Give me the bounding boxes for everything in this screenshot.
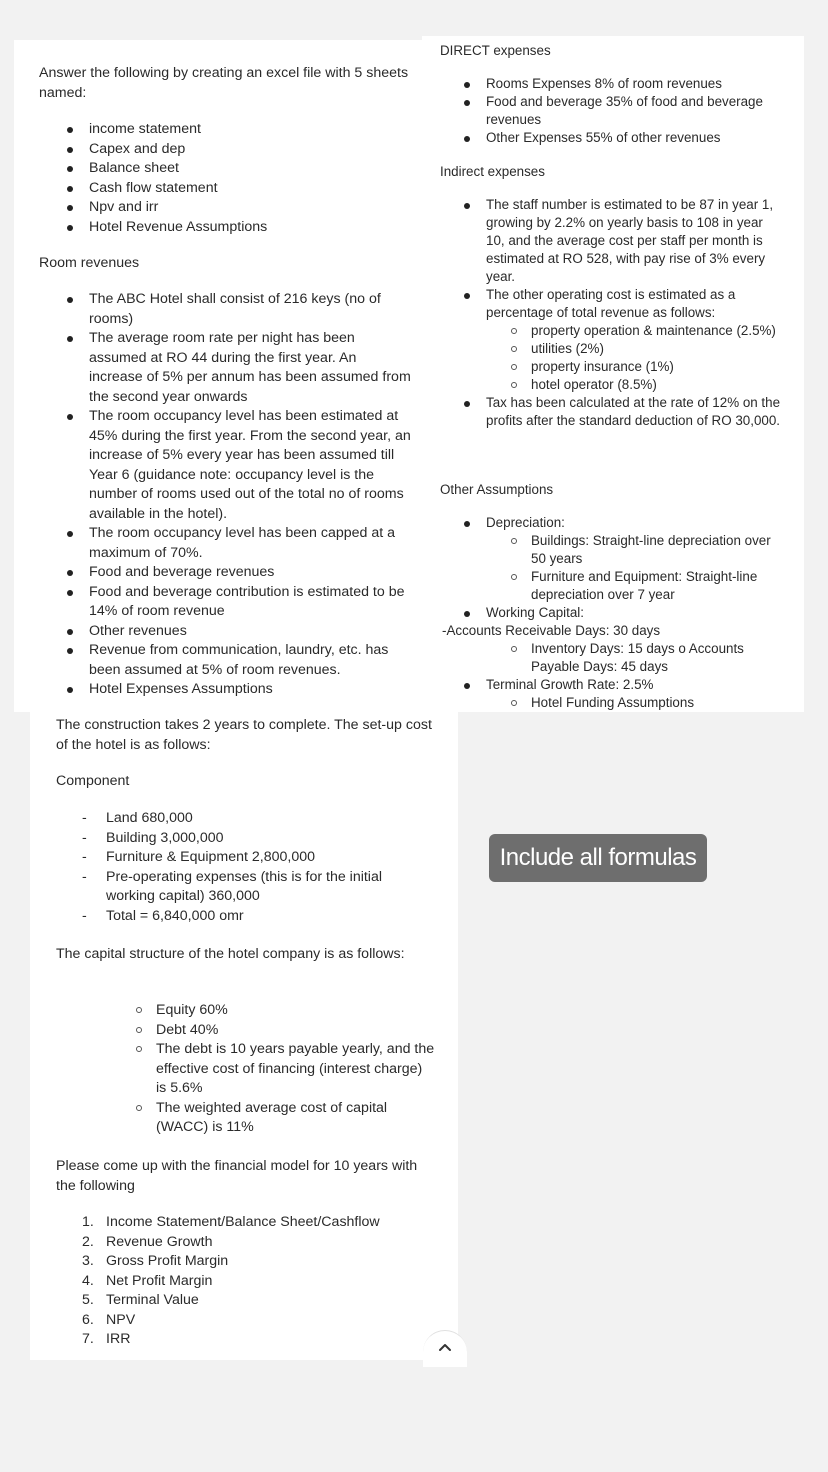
construction-text: The construction takes 2 years to complete. The set-up cost of the hotel is as follows: [56,717,432,753]
direct-expenses-list [486,75,786,147]
model-item [82,1213,416,1233]
staff-item: The staff number is estimated to be 87 in year 1, growing by 2.2% on yearly basis to 108 in year 10, and the average cost per staff per month is estimated at RO 528, with pay rise of 3% every year. [486,196,782,286]
capital-item: The weighted average cost of capital (WACC) is 11% [156,1099,436,1138]
other-cost-sublist [486,322,782,394]
other-cost-text: The other operating cost is estimated as a percentage of total revenue as follows: [486,287,736,320]
component-item: - Furniture & Equipment 2,800,000 [106,848,416,868]
depreciation-item [486,514,788,604]
room-item: The ABC Hotel shall consist of 216 keys (no of rooms) [89,290,411,329]
model-item [82,1233,416,1253]
tax-item: Tax has been calculated at the rate of 12% on the profits after the standard deduction of RO 30,000. [486,395,781,428]
sheet-item: Cash flow statement [89,179,389,199]
room-item: The room occupancy level has been capped at a maximum of 70%. [89,524,411,563]
direct-expenses-heading: DIRECT expenses [440,43,551,58]
sheet-item: Hotel Revenue Assumptions [89,218,389,238]
capital-structure-list [156,1001,436,1138]
model-item [82,1291,416,1311]
component-item: - Building 3,000,000 [106,829,416,849]
model-item-number: 3. [82,1253,94,1269]
direct-item: Rooms Expenses 8% of room revenues [486,75,786,93]
sheet-list [89,120,389,237]
depreciation-subitem: Buildings: Straight-line depreciation over 50 years [531,532,788,568]
model-request-text: Please come up with the financial model for 10 years with the following [56,1158,418,1194]
model-item-number: 4. [82,1272,94,1289]
room-revenues-heading: Room revenues [39,255,140,271]
working-capital-item [442,604,788,676]
inventory-sublist [486,640,788,676]
depreciation-label: Depreciation: [486,515,565,530]
sheet-item: Capex and dep [89,140,389,160]
other-cost-item [486,286,782,394]
capital-item: The debt is 10 years payable yearly, and the effective cost of financing (interest charge) is 5.6% [156,1040,436,1099]
room-item: The room occupancy level has been estimated at 45% during the first year. From the second year, an increase of 5% every year has been assumed till Year 6 (guidance note: occupancy level is the number of rooms used out of the total no of rooms available in the hotel). [89,407,411,524]
model-item-text: Terminal Value [106,1292,199,1308]
room-revenue-list [89,290,411,700]
direct-item: Other Expenses 55% of other revenues [486,129,786,147]
model-item-text: IRR [106,1331,131,1347]
indirect-expenses-heading: Indirect expenses [440,164,545,179]
room-item: Other revenues [89,622,411,642]
model-item [82,1252,416,1272]
sheet-item: income statement [89,120,389,140]
model-item-number: 5. [82,1292,94,1308]
inventory-subitem: Inventory Days: 15 days o Accounts Payable Days: 45 days [531,640,788,676]
chevron-up-icon [437,1341,453,1353]
terminal-growth-text: Terminal Growth Rate: 2.5% [486,677,654,692]
other-cost-subitem: utilities (2%) [531,340,782,358]
other-assumptions-list [442,514,788,712]
sheet-item: Npv and irr [89,198,389,218]
model-item-text: Gross Profit Margin [106,1253,229,1269]
capital-item: Equity 60% [156,1001,436,1021]
direct-item: Food and beverage 35% of food and beverage revenues [486,93,786,129]
model-item-number: 6. [82,1311,94,1328]
other-cost-subitem: property insurance (1%) [531,358,782,376]
funding-sublist [486,694,788,712]
model-item-text: Revenue Growth [106,1233,213,1250]
component-item: - Pre-operating expenses (this is for the initial working capital) 360,000 [106,868,416,907]
capital-structure-text: The capital structure of the hotel company is as follows: [56,946,405,962]
room-item: The average room rate per night has been assumed at RO 44 during the first year. An increase of 5% per annum has been assumed from the second year onwards [89,329,411,407]
model-item-text: Net Profit Margin [106,1272,213,1289]
intro-text: Answer the following by creating an excel file with 5 sheets named: [39,65,409,101]
model-item [82,1272,416,1292]
other-assumptions-heading: Other Assumptions [440,482,554,497]
room-item: Food and beverage contribution is estimated to be 14% of room revenue [89,583,411,622]
component-heading: Component [56,773,130,789]
other-cost-subitem: hotel operator (8.5%) [531,376,782,394]
component-list [106,809,416,926]
room-item: Revenue from communication, laundry, etc. has been assumed at 5% of room revenues. [89,641,411,680]
depreciation-sublist [486,532,788,604]
model-items-list [82,1213,416,1350]
model-item-number: 7. [82,1331,94,1347]
component-item: - Total = 6,840,000 omr [106,907,416,927]
terminal-growth-item [486,676,788,712]
capital-item: Debt 40% [156,1021,436,1041]
scroll-up-button[interactable] [423,1330,467,1367]
working-capital-label: Working Capital: [486,605,584,620]
model-item-number: 1. [82,1214,94,1230]
component-item: - Land 680,000 [106,809,416,829]
depreciation-subitem: Furniture and Equipment: Straight-line depreciation over 7 year [531,568,788,604]
funding-subitem: Hotel Funding Assumptions [531,694,788,712]
room-item: Food and beverage revenues [89,563,411,583]
model-item [82,1311,416,1331]
model-item-number: 2. [82,1233,94,1250]
model-item-text: Income Statement/Balance Sheet/Cashflow [106,1214,380,1230]
room-item: Hotel Expenses Assumptions [89,680,411,700]
model-item-text: NPV [106,1311,136,1328]
include-formulas-badge: Include all formulas [489,834,707,882]
receivable-line: -Accounts Receivable Days: 30 days [442,623,661,638]
indirect-expenses-list [486,196,782,430]
model-item [82,1330,416,1350]
sheet-item: Balance sheet [89,159,389,179]
other-cost-subitem: property operation & maintenance (2.5%) [531,322,782,340]
